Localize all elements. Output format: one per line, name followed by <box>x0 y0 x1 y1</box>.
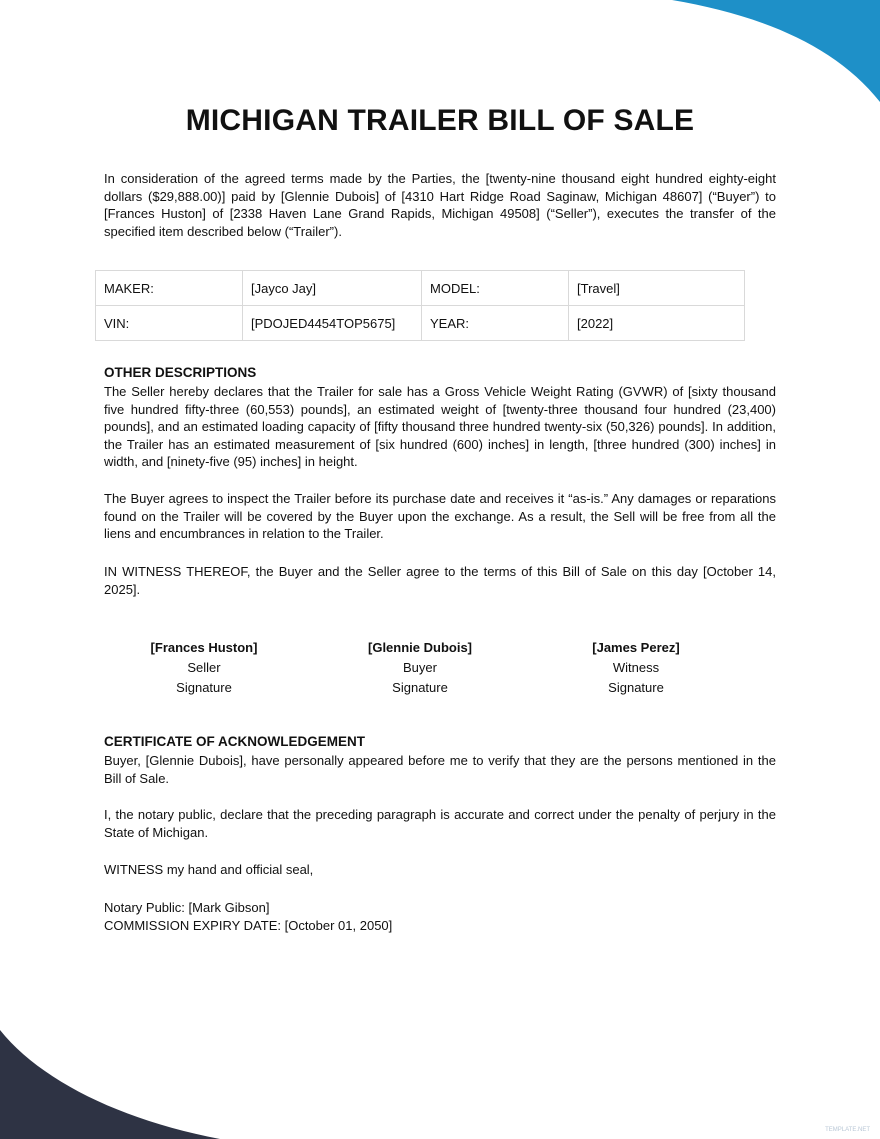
certificate-paragraph-2: I, the notary public, declare that the preceding paragraph is accurate and correct under the penalty of perjury in the State of Michigan. <box>104 807 776 840</box>
table-cell: [PDOJED4454TOP5675] <box>243 306 422 341</box>
table-cell: [Jayco Jay] <box>243 271 422 306</box>
intro-paragraph: In consideration of the agreed terms made by the Parties, the [twenty-nine thousand eight hundred eighty-eight dollars ($29,888.00)] paid by [Glennie Dubois] of [4310 Hart Ridge Road Saginaw, Michigan 48607] (“Buyer”) to [Frances Huston] of [2338 Haven Lane Grand Rapids, Michigan 49508] (“Seller”), executes the transfer of the specified item described below (“Trailer”). <box>104 171 776 239</box>
witness-thereof-paragraph: IN WITNESS THEREOF, the Buyer and the Seller agree to the terms of this Bill of Sale on this day [October 14, 2025]. <box>104 564 776 597</box>
certificate-paragraph-1: Buyer, [Glennie Dubois], have personally appeared before me to verify that they are the persons mentioned in the Bill of Sale. <box>104 753 776 786</box>
table-row <box>96 306 745 341</box>
signature-label: Signature <box>392 680 448 695</box>
signer-name: [Glennie Dubois] <box>368 640 472 655</box>
signer-role: Buyer <box>403 660 437 675</box>
signer-role: Witness <box>612 660 660 675</box>
bottom-navy-swoosh <box>0 1000 260 1139</box>
commission-expiry-line: COMMISSION EXPIRY DATE: [October 01, 2050] <box>104 918 393 933</box>
other-descriptions-heading: OTHER DESCRIPTIONS <box>104 365 257 380</box>
signer-name: [James Perez] <box>592 640 680 655</box>
signer-role: Seller <box>187 660 221 675</box>
table-cell: YEAR: <box>422 306 569 341</box>
template-watermark: TEMPLATE.NET <box>825 1127 870 1133</box>
signature-label: Signature <box>608 680 664 695</box>
buyer-signature-block <box>320 638 520 698</box>
trailer-spec-table <box>95 270 745 341</box>
certificate-heading: CERTIFICATE OF ACKNOWLEDGEMENT <box>104 734 365 749</box>
seller-signature-block <box>104 638 304 698</box>
witness-hand-seal: WITNESS my hand and official seal, <box>104 862 314 877</box>
table-cell: [2022] <box>569 306 745 341</box>
descriptions-paragraph-1: The Seller hereby declares that the Trailer for sale has a Gross Vehicle Weight Rating (GVWR) of [sixty thousand five hundred fifty-three (60,553) pounds], an estimated weight of [twenty-three thousand four hundred (23,400) pounds], and an estimated loading capacity of [fifty thousand three hundred twenty-six (50,326) pounds]. In addition, the Trailer has an estimated measurement of [six hundred (600) inches] in length, [three hundred (300) inches] in width, and [ninety-five (95) inches] in height. <box>104 384 776 469</box>
table-cell: VIN: <box>96 306 243 341</box>
table-cell: [Travel] <box>569 271 745 306</box>
descriptions-paragraph-2: The Buyer agrees to inspect the Trailer before its purchase date and receives it “as-is.” Any damages or reparations found on the Trailer will be covered by the Buyer upon the exchange. As a result, the Sell will be free from all the liens and encumbrances in relation to the Trailer. <box>104 491 776 541</box>
table-row <box>96 271 745 306</box>
witness-signature-block <box>536 638 736 698</box>
top-blue-swoosh <box>0 0 880 120</box>
document-title: MICHIGAN TRAILER BILL OF SALE <box>185 104 695 137</box>
signer-name: [Frances Huston] <box>150 640 258 655</box>
table-cell: MODEL: <box>422 271 569 306</box>
notary-public-line: Notary Public: [Mark Gibson] <box>104 900 270 915</box>
signature-label: Signature <box>176 680 232 695</box>
table-cell: MAKER: <box>96 271 243 306</box>
